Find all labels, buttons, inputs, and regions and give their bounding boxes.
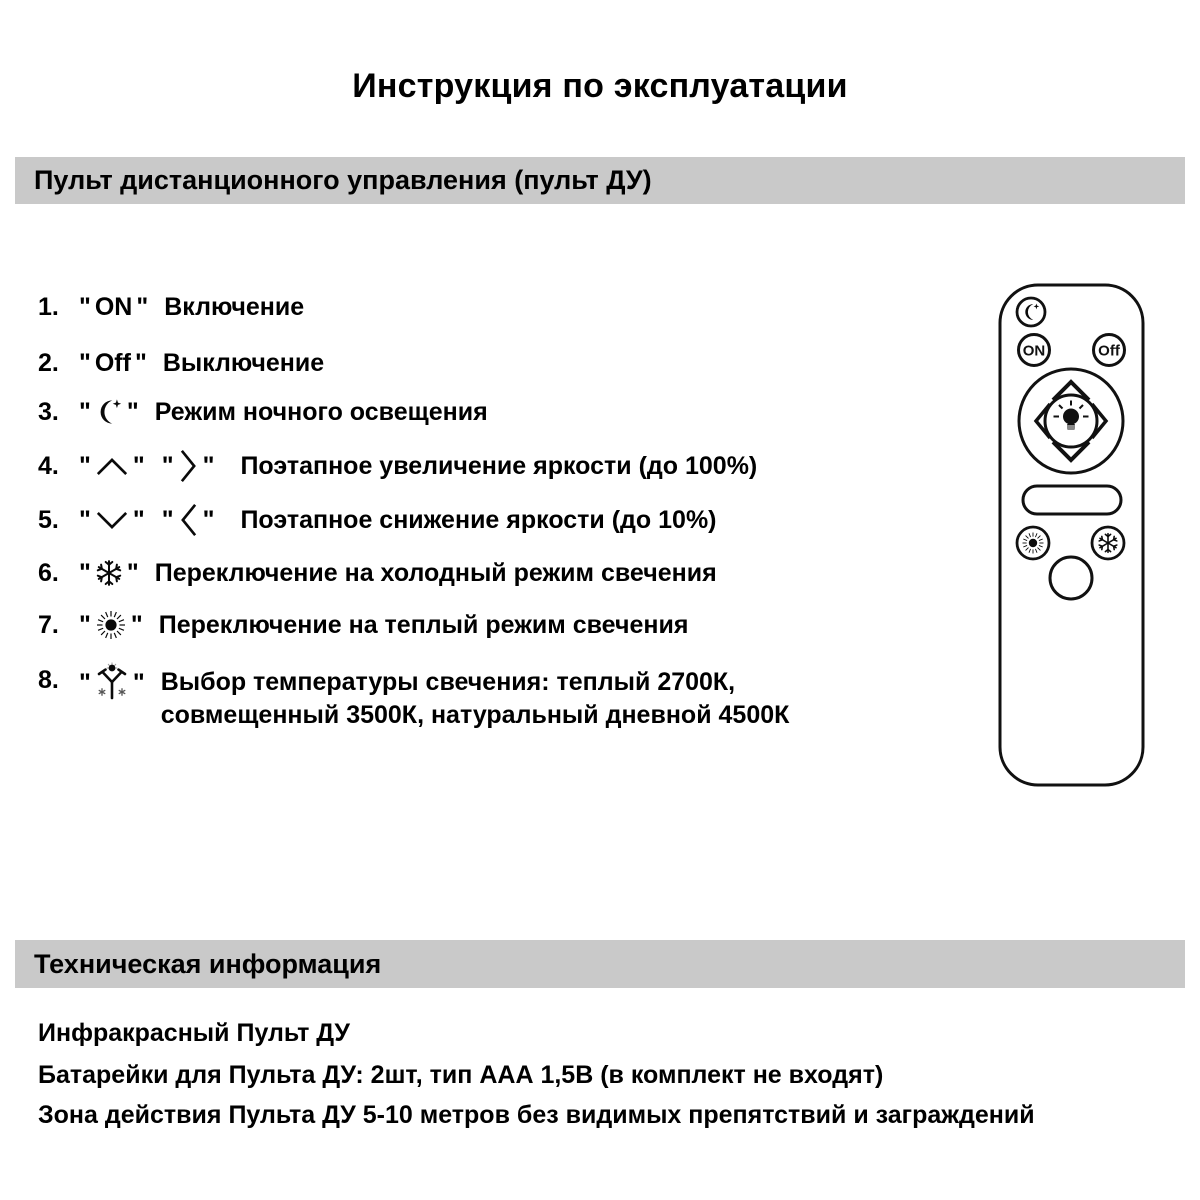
remote-control-illustration xyxy=(998,283,1145,787)
temp-select-icon xyxy=(95,662,129,700)
list-item xyxy=(38,346,324,380)
quote-mark: " xyxy=(132,451,145,480)
quote-mark: " xyxy=(130,610,143,639)
quote-mark: " xyxy=(132,669,145,697)
quote-mark: " xyxy=(79,348,91,377)
list-item xyxy=(38,666,789,732)
tech-info-line: Инфракрасный Пульт ДУ xyxy=(38,1019,350,1047)
list-item xyxy=(38,449,757,483)
quote-mark: " xyxy=(79,505,91,534)
tech-info-line: Зона действия Пульта ДУ 5-10 метров без видимых препятствий и заграждений xyxy=(38,1101,1035,1129)
item-label: Переключение на теплый режим свечения xyxy=(158,610,689,639)
chevron-left-icon xyxy=(178,502,199,538)
list-item xyxy=(38,395,488,429)
item-number: 5. xyxy=(38,505,59,534)
sun-icon xyxy=(95,609,127,641)
item-number: 8. xyxy=(38,666,59,694)
item-number: 7. xyxy=(38,610,59,639)
quote-mark: " xyxy=(136,292,149,321)
sun-icon xyxy=(1023,533,1044,554)
section-header-tech xyxy=(15,940,1185,988)
item-label: Включение xyxy=(164,292,305,321)
item-label: Переключение на холодный режим свечения xyxy=(154,558,717,587)
dpad xyxy=(1019,369,1123,473)
page-title: Инструкция по эксплуатации xyxy=(352,67,848,105)
item-number: 2. xyxy=(38,348,59,377)
chevron-up-icon xyxy=(95,456,129,477)
section-header-remote xyxy=(15,157,1185,204)
list-item xyxy=(38,503,717,537)
off-button-label: Off xyxy=(1098,342,1120,360)
off-key-label: Off xyxy=(94,348,131,377)
item-number: 6. xyxy=(38,558,59,587)
quote-mark: " xyxy=(79,451,91,480)
item-label: Поэтапное снижение яркости (до 10%) xyxy=(240,505,717,534)
item-label: Выбор температуры свечения: теплый 2700К, совмещенный 3500К, натуральный дневной 4500К xyxy=(160,668,790,729)
on-key-label: ON xyxy=(94,292,133,321)
section-header-remote-label: Пульт дистанционного управления (пульт ДУ) xyxy=(34,165,652,195)
on-button-label: ON xyxy=(1022,342,1046,360)
item-number: 3. xyxy=(38,397,59,426)
quote-mark: " xyxy=(79,669,91,697)
quote-mark: " xyxy=(79,397,91,426)
quote-mark: " xyxy=(79,558,91,587)
section-header-tech-label: Техническая информация xyxy=(34,948,382,979)
quote-mark: " xyxy=(126,397,139,426)
snowflake-icon xyxy=(95,559,123,587)
item-number: 1. xyxy=(38,292,59,321)
item-label: Выключение xyxy=(162,348,325,377)
quote-mark: " xyxy=(134,348,147,377)
quote-mark: " xyxy=(126,558,139,587)
quote-mark: " xyxy=(79,292,91,321)
item-label: Поэтапное увеличение яркости (до 100%) xyxy=(240,451,758,480)
quote-mark: " xyxy=(161,505,174,534)
tech-info-line: Батарейки для Пульта ДУ: 2шт, тип ААА 1,5В (в комплект не входят) xyxy=(38,1061,884,1089)
quote-mark: " xyxy=(202,505,215,534)
quote-mark: " xyxy=(202,451,215,480)
quote-mark: " xyxy=(79,610,91,639)
list-item xyxy=(38,556,717,590)
item-number: 4. xyxy=(38,451,59,480)
list-item xyxy=(38,608,688,642)
quote-mark: " xyxy=(132,505,145,534)
quote-mark: " xyxy=(161,451,174,480)
item-label: Режим ночного освещения xyxy=(154,397,488,426)
moon-icon xyxy=(95,398,123,426)
chevron-right-icon xyxy=(178,448,199,484)
list-item xyxy=(38,290,304,324)
chevron-down-icon xyxy=(95,510,129,531)
